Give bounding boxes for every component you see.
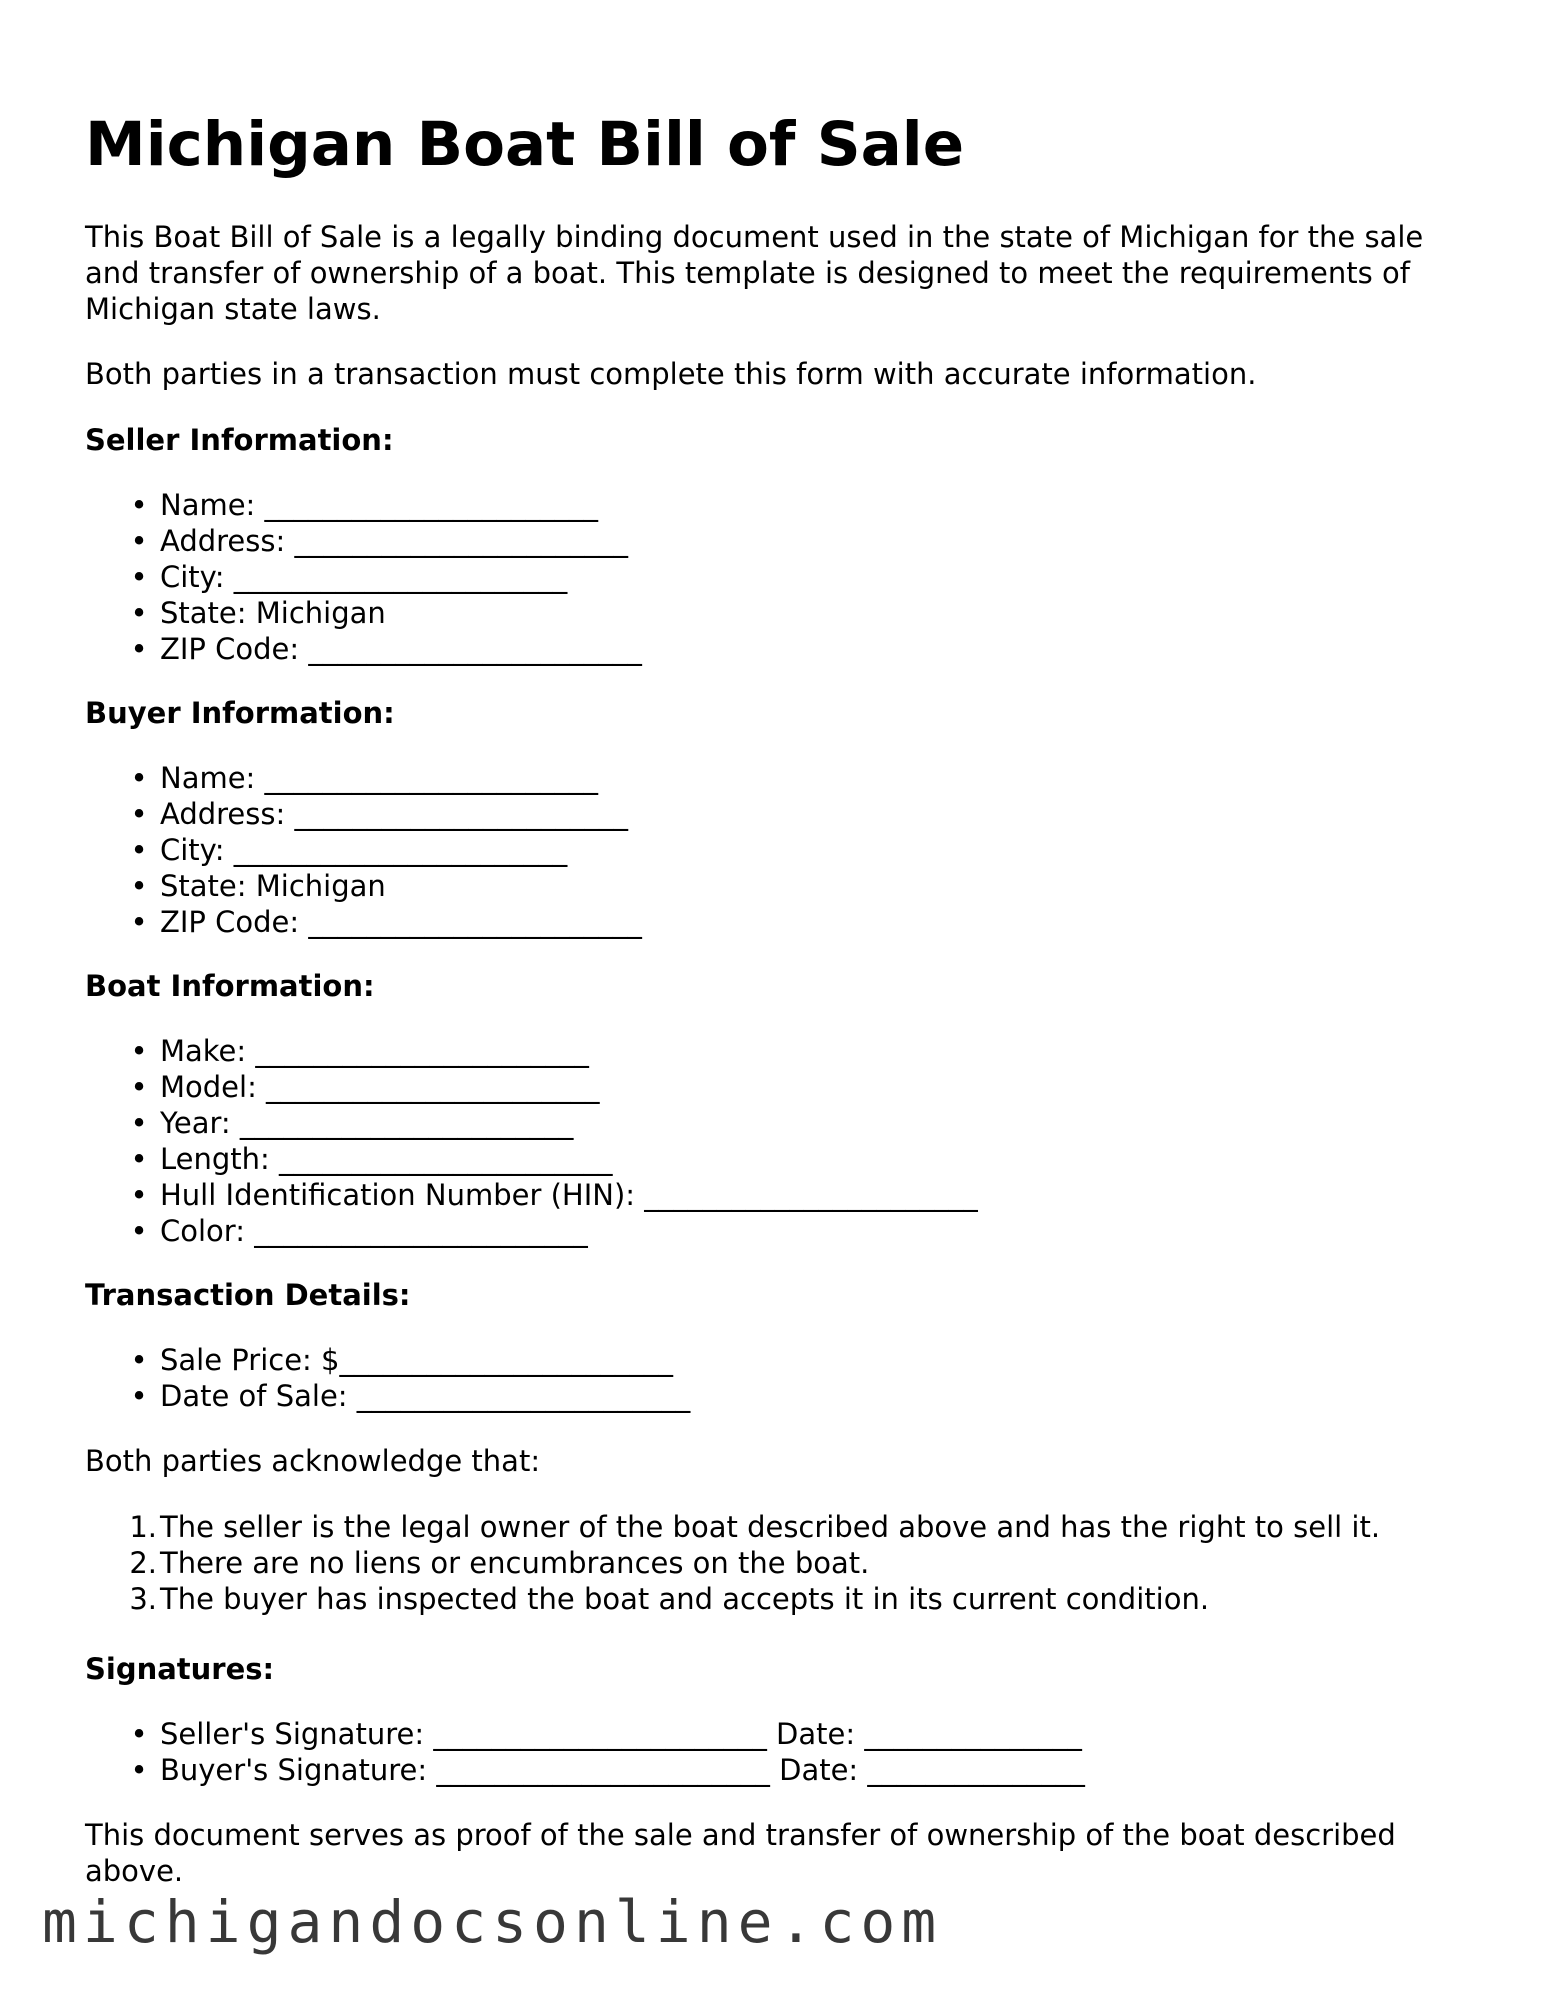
boat-year-field: • Year: _______________________ <box>130 1106 574 1140</box>
buyer-zip-field: • ZIP Code: _______________________ <box>130 905 642 939</box>
document-title: Michigan Boat Bill of Sale <box>85 109 965 180</box>
transaction-heading: Transaction Details: <box>85 1278 411 1312</box>
buyer-city-field: • City: _______________________ <box>130 833 568 867</box>
bullet-icon: • <box>130 560 148 594</box>
bullet-icon: • <box>130 1142 148 1176</box>
bullet-icon: • <box>130 833 148 867</box>
seller-signature-field: • Seller's Signature: _______________________ Date: _______________ <box>130 1717 1082 1751</box>
buyer-heading: Buyer Information: <box>85 696 395 730</box>
intro-paragraph: This Boat Bill of Sale is a legally binding document used in the state of Michigan for the sale and transfer of ownership of a boat. This template is designed to meet the requirements of Michigan state laws. <box>85 220 1424 326</box>
watermark-text: michigandocsonline.com <box>42 1888 943 1956</box>
buyer-fields-list <box>85 760 642 940</box>
seller-address-field: • Address: _______________________ <box>130 524 628 558</box>
acknowledgement-item: 3. The buyer has inspected the boat and accepts it in its current condition. <box>129 1582 1210 1616</box>
bullet-icon: • <box>130 1034 148 1068</box>
closing-paragraph: This document serves as proof of the sale and transfer of ownership of the boat described above. <box>85 1818 1396 1888</box>
seller-zip-field: • ZIP Code: _______________________ <box>130 632 642 666</box>
bullet-icon: • <box>130 488 148 522</box>
bullet-icon: • <box>130 1070 148 1104</box>
signatures-heading: Signatures: <box>85 1652 275 1686</box>
buyer-state-field: • State: Michigan <box>130 869 386 903</box>
bullet-icon: • <box>130 524 148 558</box>
buyer-signature-field: • Buyer's Signature: _______________________ Date: _______________ <box>130 1753 1085 1787</box>
seller-heading: Seller Information: <box>85 423 394 457</box>
boat-heading: Boat Information: <box>85 969 375 1003</box>
boat-fields-list <box>85 1033 978 1249</box>
bullet-icon: • <box>130 1214 148 1248</box>
signatures-list <box>85 1716 1085 1788</box>
bullet-icon: • <box>130 1717 148 1751</box>
seller-city-field: • City: _______________________ <box>130 560 568 594</box>
boat-model-field: • Model: _______________________ <box>130 1070 600 1104</box>
boat-hin-field: • Hull Identification Number (HIN): _______________________ <box>130 1178 978 1212</box>
bullet-icon: • <box>130 1343 148 1377</box>
seller-name-field: • Name: _______________________ <box>130 488 599 522</box>
bullet-icon: • <box>130 761 148 795</box>
sale-price-field: • Sale Price: $_______________________ <box>130 1343 673 1377</box>
bullet-icon: • <box>130 869 148 903</box>
date-of-sale-field: • Date of Sale: _______________________ <box>130 1379 691 1413</box>
seller-state-field: • State: Michigan <box>130 596 386 630</box>
bullet-icon: • <box>130 632 148 666</box>
seller-fields-list <box>85 487 642 667</box>
acknowledgement-item: 2. There are no liens or encumbrances on the boat. <box>129 1546 870 1580</box>
bullet-icon: • <box>130 1753 148 1787</box>
instruction-paragraph: Both parties in a transaction must complete this form with accurate information. <box>85 357 1257 391</box>
bullet-icon: • <box>130 1178 148 1212</box>
bullet-icon: • <box>130 1106 148 1140</box>
bullet-icon: • <box>130 1379 148 1413</box>
transaction-fields-list <box>85 1342 690 1414</box>
bullet-icon: • <box>130 905 148 939</box>
buyer-name-field: • Name: _______________________ <box>130 761 599 795</box>
boat-length-field: • Length: _______________________ <box>130 1142 613 1176</box>
boat-color-field: • Color: _______________________ <box>130 1214 588 1248</box>
bullet-icon: • <box>130 797 148 831</box>
acknowledgement-item: 1. The seller is the legal owner of the boat described above and has the right to sell it. <box>129 1510 1381 1544</box>
acknowledge-intro: Both parties acknowledge that: <box>85 1444 541 1478</box>
buyer-address-field: • Address: _______________________ <box>130 797 628 831</box>
bullet-icon: • <box>130 596 148 630</box>
boat-make-field: • Make: _______________________ <box>130 1034 589 1068</box>
acknowledgements-list <box>85 1509 1380 1617</box>
